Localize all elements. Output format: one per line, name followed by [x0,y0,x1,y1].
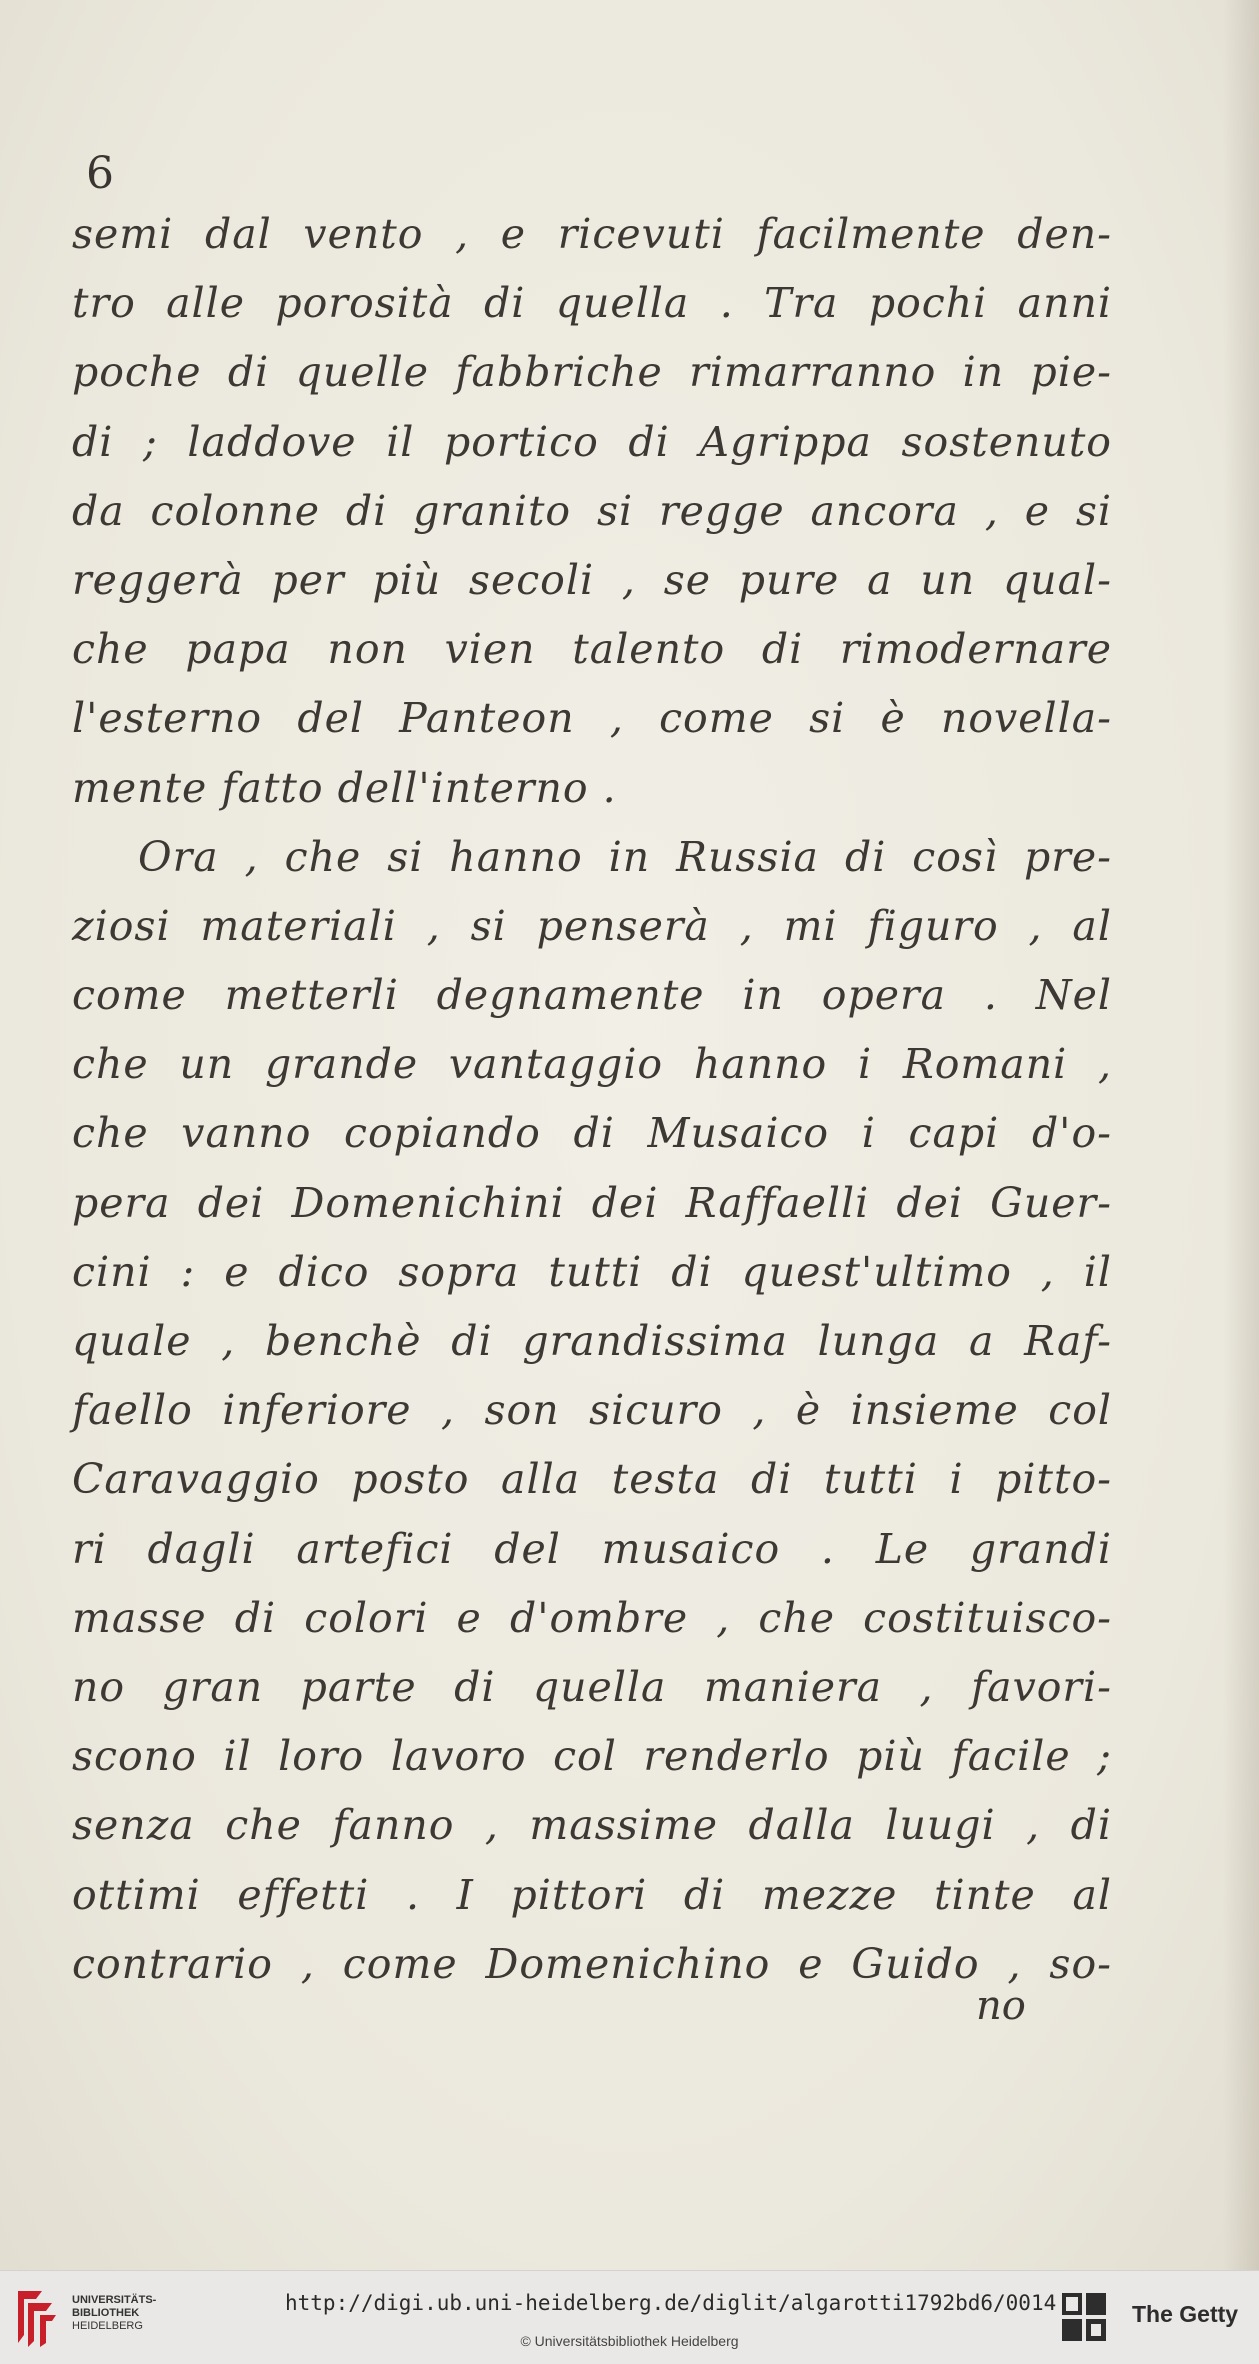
page-number: 6 [86,148,114,199]
copyright-notice: © Universitätsbibliothek Heidelberg [520,2333,739,2349]
catchword: no [976,1983,1026,2029]
text-line: che un grande vantaggio hanno i Romani , [72,1040,1112,1089]
text-line: reggerà per più secoli , se pure a un qual- [72,555,1112,604]
text-line: no gran parte di quella maniera , favori- [72,1662,1112,1711]
text-line: di ; laddove il portico di Agrippa sostenuto [72,417,1112,466]
library-name-line: HEIDELBERG [72,2320,143,2332]
text-line: faello inferiore , son sicuro , è insieme col [72,1386,1112,1435]
text-line: mente fatto dell'interno . [72,763,617,812]
text-line: ri dagli artefici del musaico . Le grandi [72,1524,1112,1573]
text-line: masse di colori e d'ombre , che costituisco- [72,1593,1112,1642]
text-line: che papa non vien talento di rimodernare [72,625,1112,674]
permalink-url[interactable]: http://digi.ub.uni-heidelberg.de/diglit/algarotti1792bd6/0014 [285,2291,1057,2315]
library-name-line: BIBLIOTHEK [72,2307,140,2319]
text-line: tro alle porosità di quella . Tra pochi anni [72,279,1112,328]
text-line: quale , benchè di grandissima lunga a Raf- [72,1317,1112,1365]
viewer-footer [0,2270,1259,2364]
text-line: semi dal vento , e ricevuti facilmente den- [72,210,1112,258]
text-line: cini : e dico sopra tutti di quest'ultimo , il [72,1247,1112,1296]
text-line: da colonne di granito si regge ancora , e si [72,486,1112,535]
text-line: come metterli degnamente in opera . Nel [72,971,1112,1020]
getty-logo-icon [1058,2289,1110,2345]
text-line: l'esterno del Panteon , come si è novella- [72,694,1112,743]
text-line: ziosi materiali , si penserà , mi figuro , al [72,901,1112,950]
text-line: Caravaggio posto alla testa di tutti i pitto- [72,1455,1112,1504]
page-body-text [72,200,1112,1999]
text-line: contrario , come Domenichino e Guido , so- [72,1939,1112,1988]
text-line: scono il loro lavoro col renderlo più facile ; [72,1732,1112,1781]
page-fold-shadow [1223,0,1259,2270]
text-line: pera dei Domenichini dei Raffaelli dei Guer- [72,1178,1112,1227]
text-line: Ora , che si hanno in Russia di così pre- [138,832,1112,881]
text-line: senza che fanno , massime dalla luugi , di [72,1801,1112,1850]
partner-name: The Getty [1132,2301,1239,2327]
text-line: che vanno copiando di Musaico i capi d'o- [72,1109,1112,1158]
library-name-line: UNIVERSITÄTS- [72,2294,157,2306]
library-name [72,2294,202,2333]
text-line: ottimi effetti . I pittori di mezze tinte al [72,1870,1112,1919]
text-line: poche di quelle fabbriche rimarranno in pie- [72,348,1112,397]
